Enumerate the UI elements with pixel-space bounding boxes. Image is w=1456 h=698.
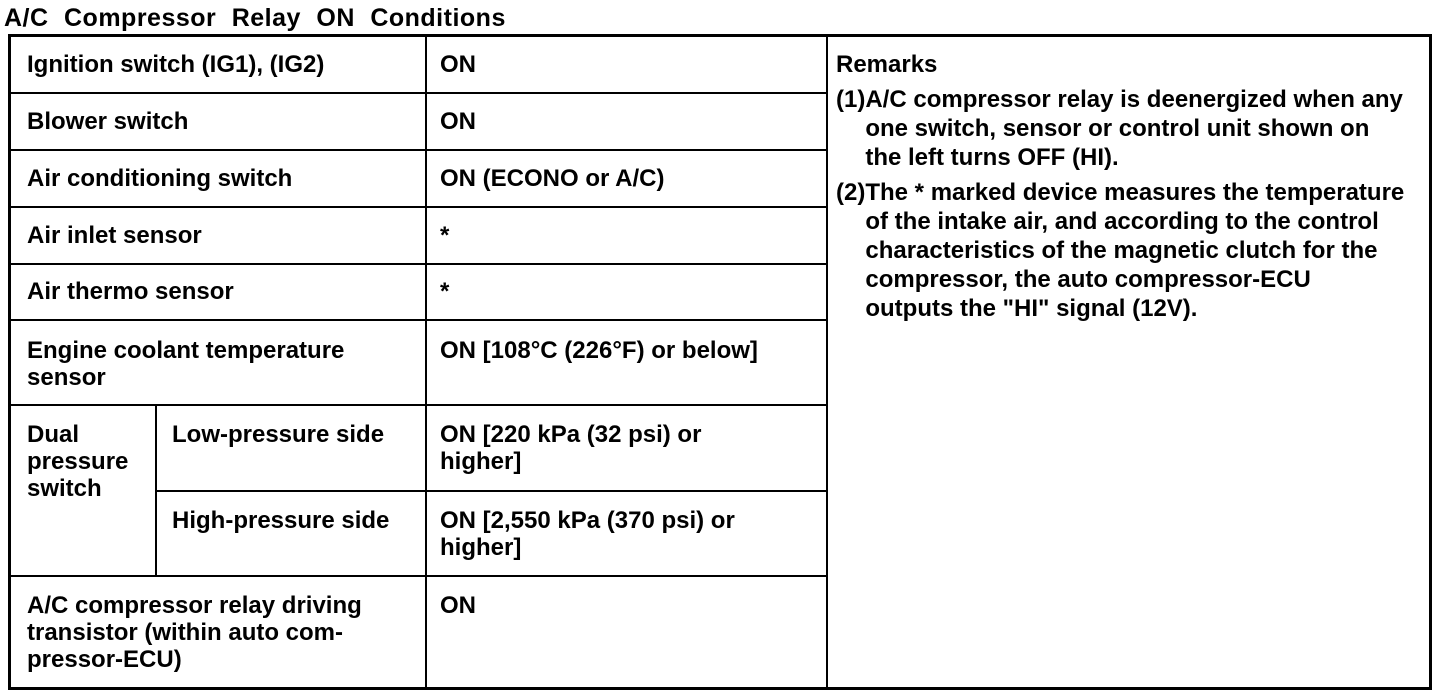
remark-item: [836, 85, 1405, 172]
row-divider: [11, 575, 828, 577]
remark-number: (2): [836, 179, 866, 206]
remark-text: A/C compressor relay is deenergized when any one switch, sensor or control unit shown on the left turns OFF (HI).: [865, 86, 1403, 171]
row-label-relay-transistor: A/C compressor relay driving transistor (within auto com- pressor-ECU): [27, 592, 362, 673]
row-divider: [11, 319, 828, 321]
row-value-ac-switch: ON (ECONO or A/C): [440, 165, 665, 192]
remarks-title: Remarks: [836, 51, 938, 78]
row-divider: [11, 263, 828, 265]
column-divider: [826, 37, 828, 687]
row-divider: [11, 92, 828, 94]
row-label-coolant: Engine coolant temperature sensor: [27, 337, 345, 391]
row-label-air-thermo: Air thermo sensor: [27, 278, 234, 305]
remark-item: [836, 178, 1405, 323]
row-divider: [11, 206, 828, 208]
row-label-ac-switch: Air conditioning switch: [27, 165, 293, 192]
row-label-air-inlet: Air inlet sensor: [27, 222, 202, 249]
remark-text: The * marked device measures the temperature of the intake air, and according to the control characteristics of the magnetic clutch for the compressor, the auto compressor-ECU outputs the "HI" signal (12V).: [865, 179, 1405, 322]
low-pressure-label: Low-pressure side: [172, 421, 385, 448]
row-value-coolant: ON [108°C (226°F) or below]: [440, 337, 758, 364]
row-value-ignition: ON: [440, 51, 476, 78]
high-pressure-value: ON [2,550 kPa (370 psi) or higher]: [440, 507, 735, 561]
column-divider: [425, 37, 427, 687]
page-title: A/C Compressor Relay ON Conditions: [4, 4, 506, 32]
high-pressure-label: High-pressure side: [172, 507, 390, 534]
row-value-blower: ON: [440, 108, 476, 135]
row-divider: [11, 149, 828, 151]
row-value-air-inlet: *: [440, 222, 450, 249]
row-divider: [11, 404, 828, 406]
row-value-relay-transistor: ON: [440, 592, 476, 619]
row-label-blower: Blower switch: [27, 108, 189, 135]
row-label-ignition: Ignition switch (IG1), (IG2): [27, 51, 325, 78]
dual-pressure-label: Dual pressure switch: [27, 421, 129, 502]
remark-number: (1): [836, 86, 866, 113]
row-value-air-thermo: *: [440, 278, 450, 305]
low-pressure-value: ON [220 kPa (32 psi) or higher]: [440, 421, 702, 475]
row-divider: [157, 490, 828, 492]
remarks-panel: [836, 50, 1405, 323]
column-divider: [155, 404, 157, 575]
